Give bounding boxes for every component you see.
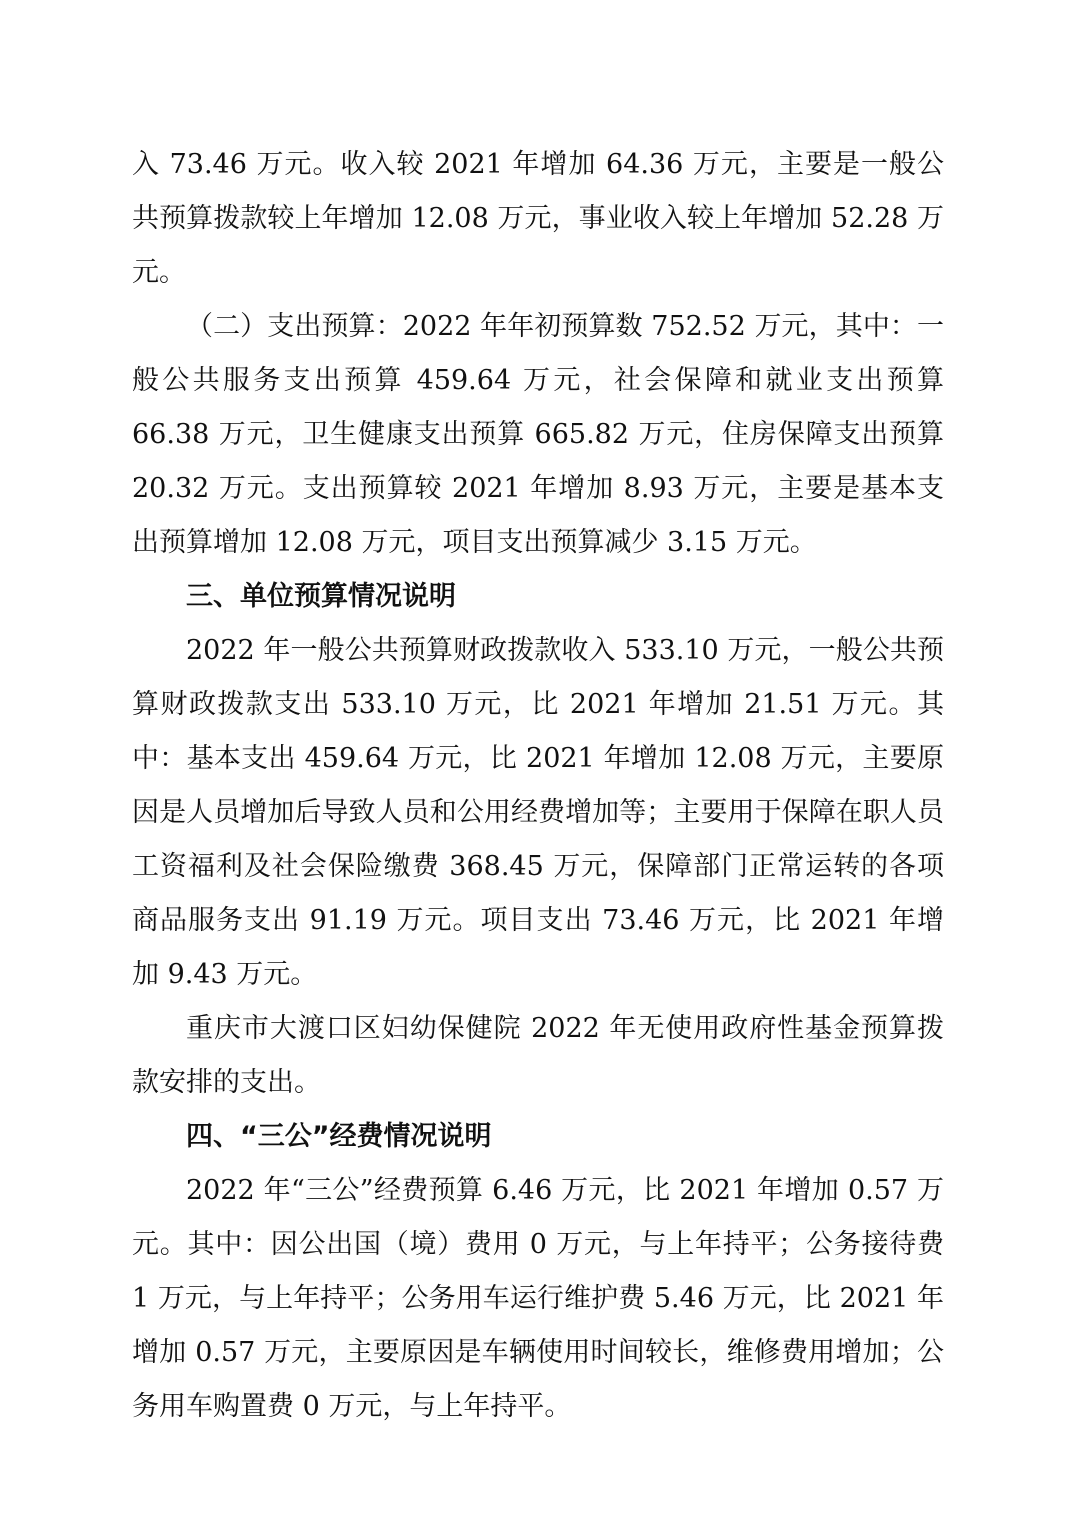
paragraph-unit-budget: 2022 年一般公共预算财政拨款收入 533.10 万元，一般公共预算财政拨款支出 533.10 万元，比 2021 年增加 21.51 万元。其中：基本支出 459.64 万元，比 2021 年增加 12.08 万元，主要原因是人员增加后导致人员和公用经费增加等；主要用于保障在职人员工资福利及社会保险缴费 368.45 万元，保障部门正常运转的各项商品服务支出 91.19 万元。项目支出 73.46 万元，比 2021 年增加 9.43 万元。 xyxy=(132,635,944,990)
paragraph-three-public: 2022 年“三公”经费预算 6.46 万元，比 2021 年增加 0.57 万元。其中：因公出国（境）费用 0 万元，与上年持平；公务接待费 1 万元，与上年持平；公务用车运行维护费 5.46 万元，比 2021 年增加 0.57 万元，主要原因是车辆使用时间较长，维修费用增加；公务用车购置费 0 万元，与上年持平。 xyxy=(132,1175,944,1422)
section-heading-three-public: 四、“三公”经费情况说明 xyxy=(186,1121,492,1152)
section-heading-unit-budget: 三、单位预算情况说明 xyxy=(186,581,456,612)
document-page xyxy=(132,138,944,1434)
paragraph-expenditure-budget: （二）支出预算：2022 年年初预算数 752.52 万元，其中：一般公共服务支出预算 459.64 万元，社会保障和就业支出预算 66.38 万元，卫生健康支出预算 665.82 万元，住房保障支出预算 20.32 万元。支出预算较 2021 年增加 8.93 万元，主要是基本支出预算增加 12.08 万元，项目支出预算减少 3.15 万元。 xyxy=(132,311,944,558)
paragraph-income-continued: 入 73.46 万元。收入较 2021 年增加 64.36 万元，主要是一般公共预算拨款较上年增加 12.08 万元，事业收入较上年增加 52.28 万元。 xyxy=(132,149,944,288)
paragraph-government-fund: 重庆市大渡口区妇幼保健院 2022 年无使用政府性基金预算拨款安排的支出。 xyxy=(132,1013,944,1098)
